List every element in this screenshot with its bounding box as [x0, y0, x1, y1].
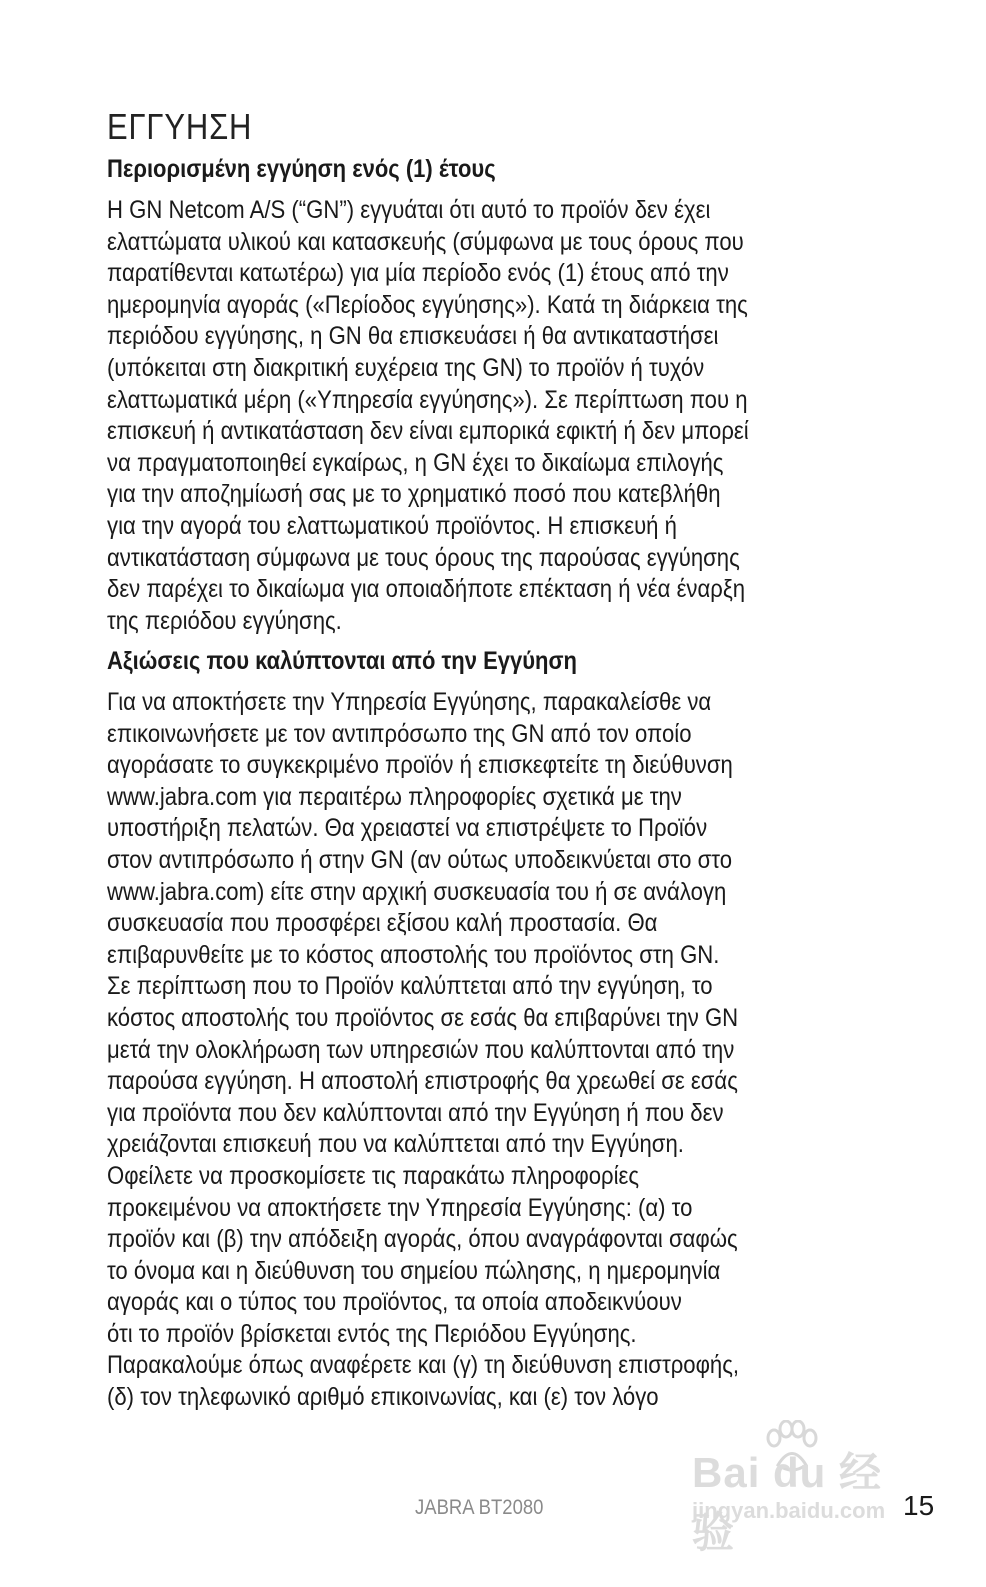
text-line: στον αντιπρόσωπο ή στην GN (αν ούτως υποδεικνύεται στο στο	[107, 845, 733, 874]
text-line: ελαττώματα υλικού και κατασκευής (σύμφωνα με τους όρους που	[107, 227, 744, 256]
baidu-watermark	[690, 1420, 920, 1556]
text-line: επισκευή ή αντικατάσταση δεν είναι εμπορικά εφικτή ή δεν μπορεί	[107, 417, 749, 446]
text-line: www.jabra.com) είτε στην αρχική συσκευασία του ή σε ανάλογη	[107, 877, 727, 906]
watermark-logo: Bai du 经验	[692, 1449, 883, 1556]
text-line: Παρακαλούμε όπως αναφέρετε και (γ) τη διεύθυνση επιστροφής,	[107, 1351, 740, 1380]
text-line: παρούσα εγγύηση. Η αποστολή επιστροφής θα χρεωθεί σε εσάς	[107, 1067, 738, 1096]
text-line: περιόδου εγγύησης, η GN θα επισκευάσει ή θα αντικαταστήσει	[107, 322, 719, 351]
text-line: να πραγματοποιηθεί εγκαίρως, η GN έχει το δικαίωμα επιλογής	[107, 448, 724, 477]
text-line: κόστος αποστολής του προϊόντος σε εσάς θα επιβαρύνει την GN	[107, 1003, 739, 1032]
text-line: (δ) τον τηλεφωνικό αριθμό επικοινωνίας, και (ε) τον λόγο	[107, 1383, 659, 1412]
text-line: Η GN Netcom A/S (“GN”) εγγυάται ότι αυτό το προϊόν δεν έχει	[107, 196, 711, 224]
text-line: Οφείλετε να προσκομίσετε τις παρακάτω πληροφορίες	[107, 1161, 640, 1190]
page-number: 15	[903, 1490, 935, 1521]
text-line: παρατίθενται κατωτέρω) για μία περίοδο ενός (1) έτους από την	[107, 259, 729, 288]
text-line: της περιόδου εγγύησης.	[107, 606, 342, 635]
text-line: για την αγορά του ελαττωματικού προϊόντος. Η επισκευή ή	[107, 511, 677, 540]
text-line: μετά την ολοκλήρωση των υπηρεσιών που καλύπτονται από την	[107, 1035, 735, 1064]
section-body-limited-warranty	[107, 195, 832, 637]
text-line: για προϊόντα που δεν καλύπτονται από την Εγγύηση ή που δεν	[107, 1098, 724, 1127]
text-line: ημερομηνία αγοράς («Περίοδος εγγύησης»). Κατά τη διάρκεια της	[107, 290, 748, 319]
footer-product-name: JABRA BT2080	[415, 1496, 544, 1519]
text-line: Σε περίπτωση που το Προϊόν καλύπτεται από την εγγύηση, το	[107, 972, 713, 1001]
text-line: ότι το προϊόν βρίσκεται εντός της Περιόδου Εγγύησης.	[107, 1319, 637, 1348]
section-heading-limited-warranty: Περιορισμένη εγγύηση ενός (1) έτους	[107, 155, 496, 183]
text-line: επιβαρυνθείτε με το κόστος αποστολής του προϊόντος στη GN.	[107, 940, 720, 969]
text-line: www.jabra.com για περαιτέρω πληροφορίες σχετικά με την	[107, 782, 682, 811]
text-line: ελαττωματικά μέρη («Υπηρεσία εγγύησης»). Σε περίπτωση που η	[107, 385, 748, 414]
text-line: επικοινωνήσετε με τον αντιπρόσωπο της GN από τον οποίο	[107, 719, 692, 748]
text-line: αγοράς και ο τύπος του προϊόντος, τα οποία αποδεικνύουν	[107, 1288, 682, 1317]
text-line: προκειμένου να αποκτήσετε την Υπηρεσία Εγγύησης: (α) το	[107, 1193, 693, 1222]
page-title: ΕΓΓΥΗΣΗ	[107, 106, 253, 147]
text-line: δεν παρέχει το δικαίωμα για οποιαδήποτε επέκταση ή νέα έναρξη	[107, 575, 746, 604]
section-body-warranty-claims	[107, 687, 821, 1414]
text-line: Για να αποκτήσετε την Υπηρεσία Εγγύησης, παρακαλείσθε να	[107, 688, 712, 716]
text-line: αντικατάσταση σύμφωνα με τους όρους της παρούσας εγγύησης	[107, 543, 740, 572]
text-line: αγοράσατε το συγκεκριμένο προϊόν ή επισκεφτείτε τη διεύθυνση	[107, 751, 733, 780]
text-line: χρειάζονται επισκευή που να καλύπτεται από την Εγγύηση.	[107, 1130, 684, 1159]
text-line: συσκευασία που προσφέρει εξίσου καλή προστασία. Θα	[107, 909, 658, 938]
text-line: για την αποζημίωσή σας με το χρηματικό ποσό που κατεβλήθη	[107, 480, 721, 509]
section-heading-warranty-claims: Αξιώσεις που καλύπτονται από την Εγγύηση	[107, 647, 577, 675]
text-line: το όνομα και η διεύθυνση του σημείου πώλησης, η ημερομηνία	[107, 1256, 721, 1285]
text-line: προϊόν και (β) την απόδειξη αγοράς, όπου αναγράφονται σαφώς	[107, 1225, 738, 1254]
text-line: υποστήριξη πελατών. Θα χρειαστεί να επιστρέψετε το Προϊόν	[107, 814, 708, 843]
text-line: (υπόκειται στη διακριτική ευχέρεια της GN) το προϊόν ή τυχόν	[107, 353, 705, 382]
watermark-url: jingyan.baidu.com	[692, 1498, 886, 1523]
